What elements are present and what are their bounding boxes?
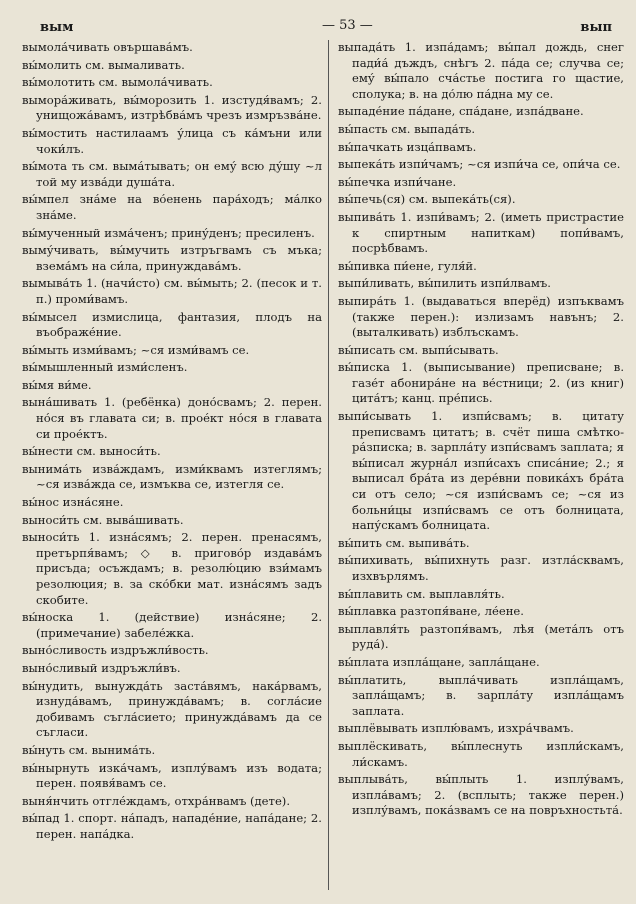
dictionary-entry: выпека́ть изпи́чамъ; ~ся изпи́ча се, опи́ча се. [338, 157, 621, 172]
dictionary-entry: вы́платить, выпла́чивать изпла́щамъ, запла́щамъ; в. зарпла́ту изпла́щамъ заплата. [338, 672, 624, 718]
dictionary-entry: вы́пасть см. выпада́ть. [338, 121, 476, 136]
dictionary-entry: выпада́ть 1. изпа́дамъ; вы́пал дождь, снег пади́а́ дъждъ, снѣгъ 2. па́да се; случва се; ему́ вы́пало сча́стье постига го щастие, сполука; в. на до́лю па́дна му се. [338, 40, 624, 101]
dictionary-entry: выпира́ть 1. (выдаваться вперёд) изпъквамъ (также перен.): излизамъ навънъ; 2. (выталкивать) изблъскамъ. [338, 293, 624, 340]
dictionary-entry: выпаде́ние па́дане, спа́дане, изпа́дване. [338, 104, 584, 119]
dictionary-entry: вы́печка изпи́чане. [338, 174, 457, 189]
dictionary-entry: выпи́ливать, вы́пилить изпи́лвамъ. [338, 276, 551, 291]
dictionary-entry: вы́носка 1. (действие) изна́сяне; 2. (примечание) забеле́жка. [22, 610, 322, 640]
dictionary-entry: вы́плата изпла́щане, запла́щане. [338, 654, 540, 669]
dictionary-entry: вы́пад 1. спорт. на́падъ, нападе́ние, напа́дане; 2. перен. напа́дка. [22, 811, 322, 841]
dictionary-entry: выноси́ть см. выва́шивать. [22, 512, 184, 527]
dictionary-entry: вы́нос изна́сяне. [22, 495, 124, 510]
page-header [14, 10, 624, 38]
dictionary-entry: вы́мышленный изми́сленъ. [22, 360, 188, 375]
column-divider [328, 40, 329, 890]
dictionary-entry: вына́шивать 1. (ребёнка) доно́свамъ; 2. перен. но́ся въ главата си; в. прое́кт но́ся в главата си прое́ктъ. [22, 395, 322, 441]
dictionary-entry: вы́молотить см. вымола́чивать. [22, 75, 213, 90]
dictionary-entry: вы́нести см. выноси́ть. [22, 444, 161, 459]
page-number: — 53 — [322, 18, 373, 33]
header-left-guideword: вым [40, 20, 74, 35]
dictionary-entry: вы́плавить см. выплавля́ть. [338, 586, 505, 601]
dictionary-entry: выно́сливость издръжли́вость. [22, 643, 209, 658]
dictionary-entry: вы́пихивать, вы́пихнуть разг. изтла́сквамъ, изхвърлямъ. [338, 553, 624, 583]
dictionary-entry: вы́пачкать изца́пвамъ. [338, 139, 477, 154]
dictionary-entry: вы́мыть изми́вамъ; ~ся изми́вамъ се. [22, 342, 250, 357]
dictionary-entry: выплёскивать, вы́плеснуть изпли́скамъ, ли́скамъ. [338, 738, 624, 769]
dictionary-entry: выноси́ть 1. изна́сямъ; 2. перен. пренасямъ, претърпя́вамъ; ◇ в. пригово́р издава́мъ присъда; осъждамъ; в. резолю́цию взи́мамъ резолюция; в. за ско́бки мат. изна́сямъ задъ скобите. [22, 530, 322, 607]
dictionary-entry: вымора́живать, вы́морозить 1. изстудя́вамъ; 2. унищожа́вамъ, изтрѣбва́мъ чрезъ измръзва́не. [22, 92, 322, 123]
dictionary-entry: вы́мысел измислица, фантазия, плодъ на въображе́ние. [22, 309, 322, 340]
dictionary-entry: вы́мя ви́ме. [22, 377, 92, 392]
dictionary-entry: вы́мученный изма́ченъ; прину́денъ; пресиленъ. [22, 225, 315, 240]
dictionary-entry: выпива́ть 1. изпи́вамъ; 2. (иметь пристрастие к спиртным напиткам) попи́вамъ, посрѣбвамъ. [338, 209, 624, 256]
dictionary-entry: выплыва́ть, вы́плыть 1. изплу́вамъ, изпла́вамъ; 2. (всплыть; также перен.) изплу́вамъ, пока́звамъ се на повръхностьта́. [338, 772, 624, 818]
dictionary-entry: вы́нырнуть изка́чамъ, изплу́вамъ изъ водата; перен. появя́вамъ се. [22, 760, 322, 791]
dictionary-entry: выплавля́ть разтопя́вамъ, лѣя (мета́лъ отъ руда́). [338, 621, 624, 652]
dictionary-entry: вы́пивка пи́ене, гуля́й. [338, 258, 477, 273]
dictionary-entry: вы́мота ть см. выма́тывать; он ему́ всю ду́шу ~л той му изва́ди душа́та. [22, 159, 322, 189]
dictionary-entry: вы́писать см. выпи́сывать. [338, 342, 499, 357]
dictionary-entry: выпи́сывать 1. изпи́свамъ; в. цитату преписвамъ цитатъ; в. счёт пиша смѣтко-ра́зписка; в. зарпла́ту изпи́свамъ заплата; я вы́писал журна́л изпи́сахъ списа́ние; 2.; я выписал бра́та из дере́вни повика́хъ бра́та си отъ село; ~ся изпи́свамъ се; ~ся из больни́цы изпи́свамъ се отъ болницата, напу́скамъ болницата. [338, 409, 624, 533]
dictionary-entry: выму́чивать, вы́мучить изтръгвамъ съ мъка; взема́мъ на си́ла, принуждава́мъ. [22, 243, 322, 273]
dictionary-entry: вымыва́ть 1. (начи́сто) см. вы́мыть; 2. (песок и т. п.) проми́вамъ. [22, 276, 322, 306]
dictionary-entry: вы́мпел зна́ме на во́енень пара́ходъ; ма́лко зна́ме. [22, 192, 322, 222]
columns [22, 40, 626, 890]
dictionary-entry: выплёвывать изплю́вамъ, изхра́чвамъ. [338, 721, 574, 736]
dictionary-entry: вы́писка 1. (выписывание) преписване; в. газе́т абонира́не на ве́стници; 2. (из книг) цита́тъ; канц. пре́пись. [338, 360, 624, 406]
right-column [338, 40, 624, 890]
header-right-guideword: вып [580, 20, 612, 35]
dictionary-entry: вынима́ть изва́ждамъ, изми́квамъ изтеглямъ; ~ся изва́жда се, измъква се, изтегля се. [22, 461, 322, 492]
dictionary-entry: вы́нудить, вынужда́ть заста́вямъ, нака́рвамъ, изнуда́вамъ, принужда́вамъ; в. согла́сие добивамъ съгла́сието; принужда́вамъ да се съгласи. [22, 678, 322, 740]
dictionary-entry: выня́нчить отгле́ждамъ, отхра́нвамъ (дете). [22, 793, 291, 808]
dictionary-entry: вы́плавка разтопя́ване, ле́ене. [338, 604, 524, 619]
dictionary-entry: вымола́чивать овършава́мъ. [22, 40, 193, 54]
dictionary-entry: вы́мостить настилаамъ у́лица съ ка́мъни или чоки́лъ. [22, 125, 322, 156]
dictionary-entry: вы́пить см. выпива́ть. [338, 535, 470, 550]
left-column [22, 40, 322, 890]
dictionary-entry: выно́сливый издръжли́въ. [22, 660, 181, 675]
dictionary-entry: вы́нуть см. вынима́ть. [22, 742, 156, 757]
dictionary-entry: вы́печь(ся) см. выпека́ть(ся). [338, 192, 516, 207]
dictionary-entry: вы́молить см. вымаливать. [22, 57, 185, 72]
